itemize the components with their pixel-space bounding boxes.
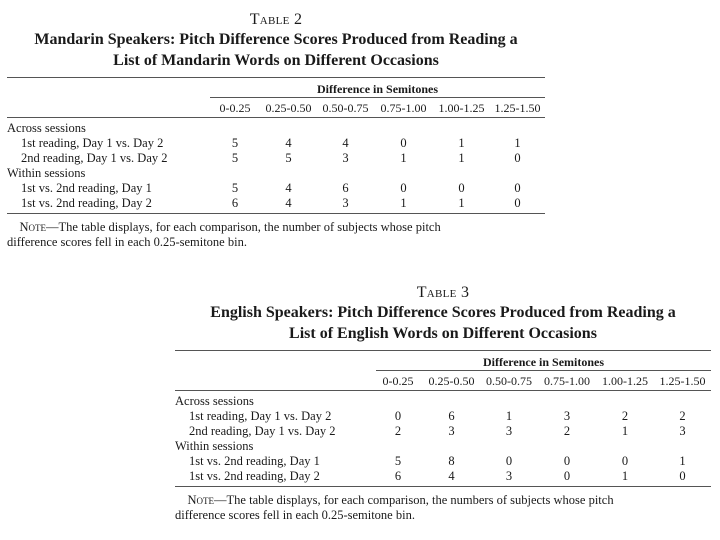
group-header bbox=[175, 351, 711, 372]
cell: 8 bbox=[448, 454, 455, 468]
table-row bbox=[175, 454, 711, 469]
group-header bbox=[7, 78, 545, 99]
row-label: 1st vs. 2nd reading, Day 2 bbox=[175, 469, 373, 487]
column-header-blank bbox=[7, 99, 210, 118]
table-row bbox=[175, 469, 711, 487]
cell: 4 bbox=[342, 136, 349, 150]
cell: 0 bbox=[394, 409, 402, 423]
column-header: 1.25-1.50 bbox=[654, 372, 711, 391]
section-label-within: Within sessions bbox=[175, 439, 254, 453]
row-label: 1st vs. 2nd reading, Day 1 bbox=[189, 454, 320, 468]
column-header: 1.25-1.50 bbox=[490, 99, 545, 118]
note-text-line-2: difference scores fell in each 0.25-semitone bin. bbox=[7, 235, 247, 249]
cell: 0 bbox=[490, 196, 545, 214]
note-text: —The table displays, for each comparison, the number of subjects whose pitch bbox=[46, 220, 441, 234]
row-label: 2nd reading, Day 1 vs. Day 2 bbox=[21, 151, 168, 165]
row-label: 2nd reading, Day 1 vs. Day 2 bbox=[189, 424, 336, 438]
cell: 1 bbox=[679, 454, 686, 468]
cell: 0 bbox=[505, 454, 513, 468]
cell: 3 bbox=[679, 424, 686, 438]
column-header: 0.25-0.50 bbox=[260, 99, 317, 118]
column-header: 0-0.25 bbox=[373, 372, 423, 391]
row-label: 1st reading, Day 1 vs. Day 2 bbox=[21, 136, 164, 150]
table-title-line-1: Mandarin Speakers: Pitch Difference Scores Produced from Reading a bbox=[34, 31, 518, 48]
column-header: 0.50-0.75 bbox=[480, 372, 538, 391]
cell: 2 bbox=[621, 409, 629, 423]
column-header: 0.75-1.00 bbox=[374, 99, 433, 118]
cell: 3 bbox=[563, 409, 571, 423]
data-table bbox=[175, 372, 711, 487]
cell: 6 bbox=[210, 196, 260, 214]
column-header: 0.25-0.50 bbox=[423, 372, 480, 391]
table-2 bbox=[7, 10, 545, 250]
data-table bbox=[7, 99, 545, 214]
table-title-line-2: List of English Words on Different Occasions bbox=[289, 325, 597, 342]
column-header: 0-0.25 bbox=[210, 99, 260, 118]
cell: 4 bbox=[285, 181, 292, 195]
cell: 1 bbox=[596, 469, 654, 487]
table-3 bbox=[175, 283, 711, 523]
cell: 5 bbox=[231, 136, 239, 150]
cell: 2 bbox=[563, 424, 571, 438]
cell: 5 bbox=[231, 181, 239, 195]
cell: 5 bbox=[285, 151, 292, 165]
cell: 1 bbox=[621, 424, 629, 438]
cell: 1 bbox=[514, 136, 521, 150]
table-row bbox=[175, 409, 711, 424]
column-header: 1.00-1.25 bbox=[596, 372, 654, 391]
cell: 2 bbox=[679, 409, 686, 423]
cell: 4 bbox=[423, 469, 480, 487]
table-title-line-2: List of Mandarin Words on Different Occasions bbox=[113, 52, 439, 69]
cell: 1 bbox=[505, 409, 513, 423]
cell: 1 bbox=[458, 151, 465, 165]
group-header-label: Difference in Semitones bbox=[376, 355, 711, 371]
table-row bbox=[7, 196, 545, 214]
note-label: Note bbox=[187, 493, 215, 507]
table-row bbox=[7, 181, 545, 196]
cell: 0 bbox=[563, 454, 571, 468]
row-label: 1st vs. 2nd reading, Day 1 bbox=[21, 181, 152, 195]
cell: 1 bbox=[458, 136, 465, 150]
cell: 3 bbox=[342, 151, 349, 165]
note-label: Note bbox=[19, 220, 47, 234]
cell: 0 bbox=[514, 181, 521, 195]
group-header-label: Difference in Semitones bbox=[210, 82, 545, 98]
cell: 2 bbox=[394, 424, 402, 438]
table-row bbox=[7, 136, 545, 151]
cell: 6 bbox=[448, 409, 455, 423]
note-text: —The table displays, for each comparison, the numbers of subjects whose pitch bbox=[214, 493, 614, 507]
note-text-line-2: difference scores fell in each 0.25-semitone bin. bbox=[175, 508, 415, 522]
section-label-across: Across sessions bbox=[7, 121, 86, 135]
cell: 5 bbox=[231, 151, 239, 165]
table-row bbox=[7, 151, 545, 166]
table-note bbox=[7, 220, 545, 250]
cell: 3 bbox=[317, 196, 374, 214]
table-title-line-1: English Speakers: Pitch Difference Scores Produced from Reading a bbox=[210, 304, 676, 321]
table-row bbox=[175, 424, 711, 439]
cell: 3 bbox=[480, 469, 538, 487]
column-header: 0.75-1.00 bbox=[538, 372, 596, 391]
cell: 4 bbox=[285, 136, 292, 150]
table-note bbox=[175, 493, 711, 523]
cell: 0 bbox=[400, 136, 407, 150]
table-number: Table 3 bbox=[416, 284, 470, 301]
cell: 5 bbox=[394, 454, 402, 468]
table-number: Table 2 bbox=[249, 11, 303, 28]
cell: 6 bbox=[342, 181, 349, 195]
cell: 3 bbox=[505, 424, 513, 438]
column-header: 1.00-1.25 bbox=[433, 99, 490, 118]
cell: 6 bbox=[373, 469, 423, 487]
column-header: 0.50-0.75 bbox=[317, 99, 374, 118]
cell: 0 bbox=[621, 454, 629, 468]
section-label-across: Across sessions bbox=[175, 394, 254, 408]
cell: 0 bbox=[400, 181, 407, 195]
cell: 1 bbox=[400, 151, 407, 165]
cell: 0 bbox=[514, 151, 521, 165]
row-label: 1st reading, Day 1 vs. Day 2 bbox=[189, 409, 332, 423]
cell: 0 bbox=[654, 469, 711, 487]
column-header-blank bbox=[175, 372, 373, 391]
cell: 4 bbox=[260, 196, 317, 214]
cell: 1 bbox=[374, 196, 433, 214]
cell: 1 bbox=[433, 196, 490, 214]
cell: 0 bbox=[458, 181, 465, 195]
cell: 3 bbox=[448, 424, 455, 438]
cell: 0 bbox=[538, 469, 596, 487]
row-label: 1st vs. 2nd reading, Day 2 bbox=[7, 196, 210, 214]
section-label-within: Within sessions bbox=[7, 166, 86, 180]
